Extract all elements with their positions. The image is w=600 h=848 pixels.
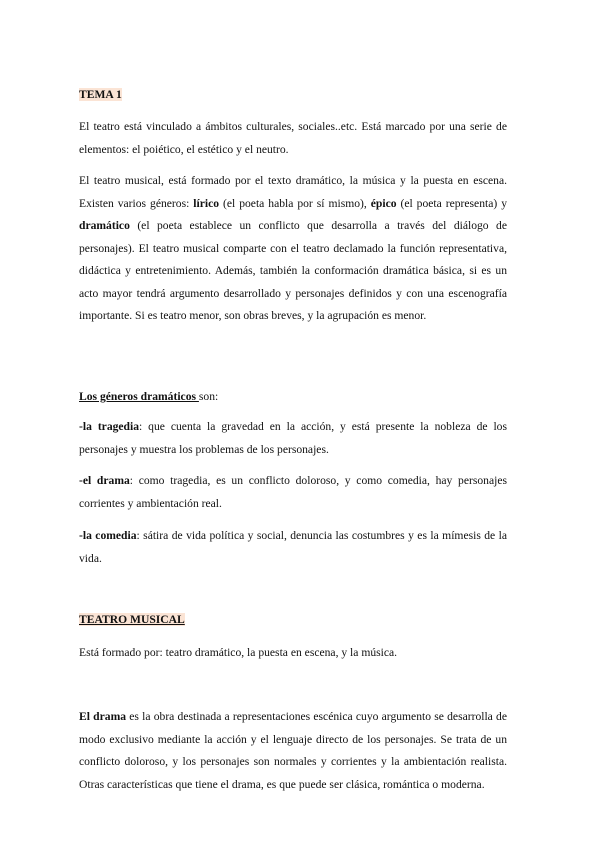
text-run: (el poeta habla por sí mismo), [219, 196, 371, 210]
genero-drama [79, 470, 507, 515]
paragraph-text: El teatro está vinculado a ámbitos culturales, sociales..etc. Está marcado por una serie de elementos: el poiético, el estético y el neutro. [79, 120, 507, 156]
genero-comedia [79, 525, 507, 570]
tema1-heading-block [79, 84, 507, 107]
teatro-musical-heading: TEATRO MUSICAL [79, 613, 185, 626]
generos-heading-block [79, 386, 507, 409]
generos-heading-tail: son: [198, 390, 219, 403]
term-dramatico: dramático [79, 219, 130, 232]
drama-text: : como tragedia, es un conflicto doloroso, y como comedia, hay personajes corrientes y ambientación real. [79, 474, 507, 510]
comedia-text: : sátira de vida política y social, denuncia las costumbres y es la mímesis de la vida. [79, 529, 507, 565]
paragraph-text [79, 706, 507, 796]
drama-label: -el drama [79, 474, 130, 487]
comedia-label: -la comedia [79, 529, 137, 542]
text-run: (el poeta establece un conflicto que desarrolla a través del diálogo de personajes). El teatro musical comparte con el teatro declamado la función representativa, didáctica y entretenimiento. Además, también la conformación dramática básica, si es un acto mayor tendrá argumento desarrollado y personajes definidos y con una escenografía importante. Si es teatro menor, son obras breves, y la agrupación es menor. [79, 219, 507, 322]
text-run: (el poeta representa) y [396, 196, 507, 210]
teatro-musical-heading-block [79, 609, 507, 632]
term-lirico: lírico [193, 196, 220, 210]
tragedia-text: : que cuenta la gravedad en la acción, y está presente la nobleza de los personajes y muestra los problemas de los personajes. [79, 420, 507, 456]
list-item [79, 416, 507, 461]
tema1-paragraph-2 [79, 170, 507, 328]
tema1-paragraph-1 [79, 116, 507, 161]
teatro-musical-paragraph-1 [79, 642, 507, 665]
generos-heading: Los géneros dramáticos [79, 390, 199, 403]
drama-term: El drama [79, 710, 127, 723]
term-epico: épico [370, 196, 397, 210]
text-run: El teatro musical, está formado por el texto dramático, la música y la puesta en escena. Existen varios géneros: [79, 174, 507, 210]
paragraph-text: Está formado por: teatro dramático, la puesta en escena, y la música. [79, 646, 398, 659]
list-item [79, 525, 507, 570]
tema1-heading: TEMA 1 [79, 88, 122, 101]
generos-heading-line [79, 386, 507, 409]
drama-definition: es la obra destinada a representaciones escénica cuyo argumento se desarrolla de modo exclusivo mediante la acción y el lenguaje directo de los personajes. Se trata de un conflicto doloroso, y los personajes son normales y corrientes y la ambientación realista. Otras características que tiene el drama, es que puede ser clásica, romántica o moderna. [79, 710, 507, 791]
teatro-musical-drama-paragraph [79, 706, 507, 796]
tragedia-label: -la tragedia [79, 420, 140, 433]
genero-tragedia [79, 416, 507, 461]
list-item [79, 470, 507, 515]
paragraph-text [79, 170, 507, 328]
